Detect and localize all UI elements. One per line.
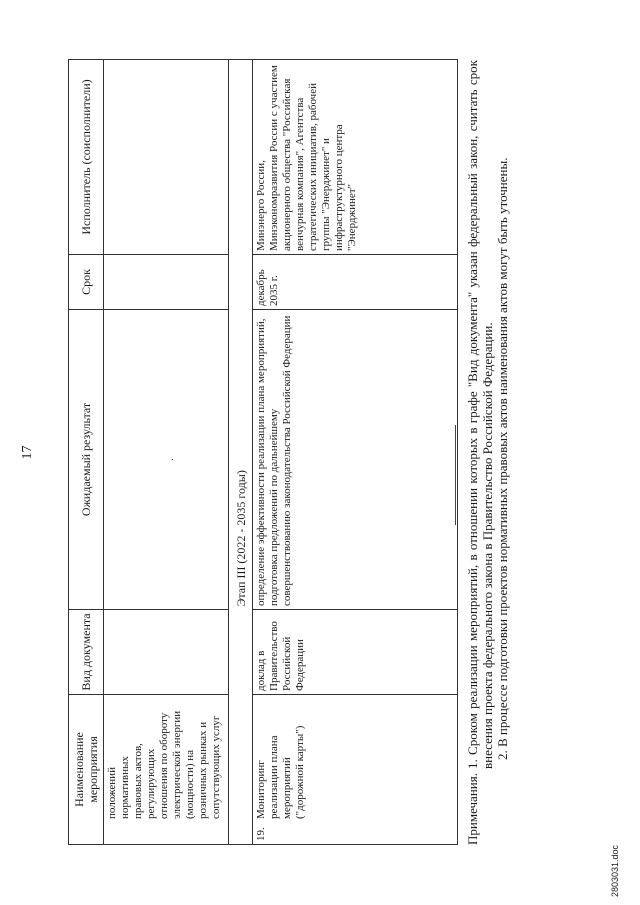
header-deadline: Срок xyxy=(69,255,104,310)
continued-doc-cell xyxy=(104,610,229,695)
notes-block xyxy=(465,60,510,845)
file-footer: 2803031.doc xyxy=(610,844,620,897)
row19-result-cell: определение эффективности реализации плана мероприятий, подготовка предложений по дальнейшему совершенствованию законодательства Российской Федерации xyxy=(253,310,458,610)
action-plan-table xyxy=(68,59,458,845)
continued-deadline-cell xyxy=(104,255,229,310)
notes-lead: Примечания. xyxy=(465,773,480,845)
continued-executor-cell xyxy=(104,60,229,255)
note-2: 2. В процессе подготовки проектов нормативных правовых актов наименования актов могут быть уточнены. xyxy=(495,157,510,760)
table-row xyxy=(104,60,229,845)
table-header-row xyxy=(69,60,104,845)
stage-title: Этап III (2022 - 2035 годы) xyxy=(229,60,253,610)
row19-name-cell: 19.Мониторинг реализации плана мероприятий ("дорожной карты") xyxy=(253,695,458,845)
continued-name-cell: положений нормативных правовых актов, регулирующих отношения по обороту электрической энергии (мощности) на розничных рынках и сопутствующих услуг xyxy=(104,695,229,845)
header-result: Ожидаемый результат xyxy=(69,310,104,610)
stage-row xyxy=(229,60,253,845)
row-number: 19. xyxy=(255,827,267,841)
table-row-19 xyxy=(253,60,458,845)
header-doc-type: Вид документа xyxy=(69,610,104,695)
row19-doc-cell: доклад в Правительство Российской Федерации xyxy=(253,610,458,695)
row19-deadline-cell: декабрь 2035 г. xyxy=(253,255,458,310)
note-1: 1. Сроком реализации мероприятий, в отношении которых в графе "Вид документа" указан федеральный закон, считать срок внесения проекта федерального закона в Правительство Российской Федерации. xyxy=(465,60,495,770)
header-name: Наименование мероприятия xyxy=(69,695,104,845)
continued-result-cell: . xyxy=(104,310,229,610)
header-executor: Исполнитель (соисполнители) xyxy=(69,60,104,255)
page-number: 17 xyxy=(20,445,35,460)
row19-executor-cell: Минэнерго России, Минэкономразвития России с участием акционерного общества "Российская венчурная компания", Агентства стратегических инициатив, рабочей группы "Энерджинет" и инфраструктурного центра "Энерджинет" xyxy=(253,60,458,255)
